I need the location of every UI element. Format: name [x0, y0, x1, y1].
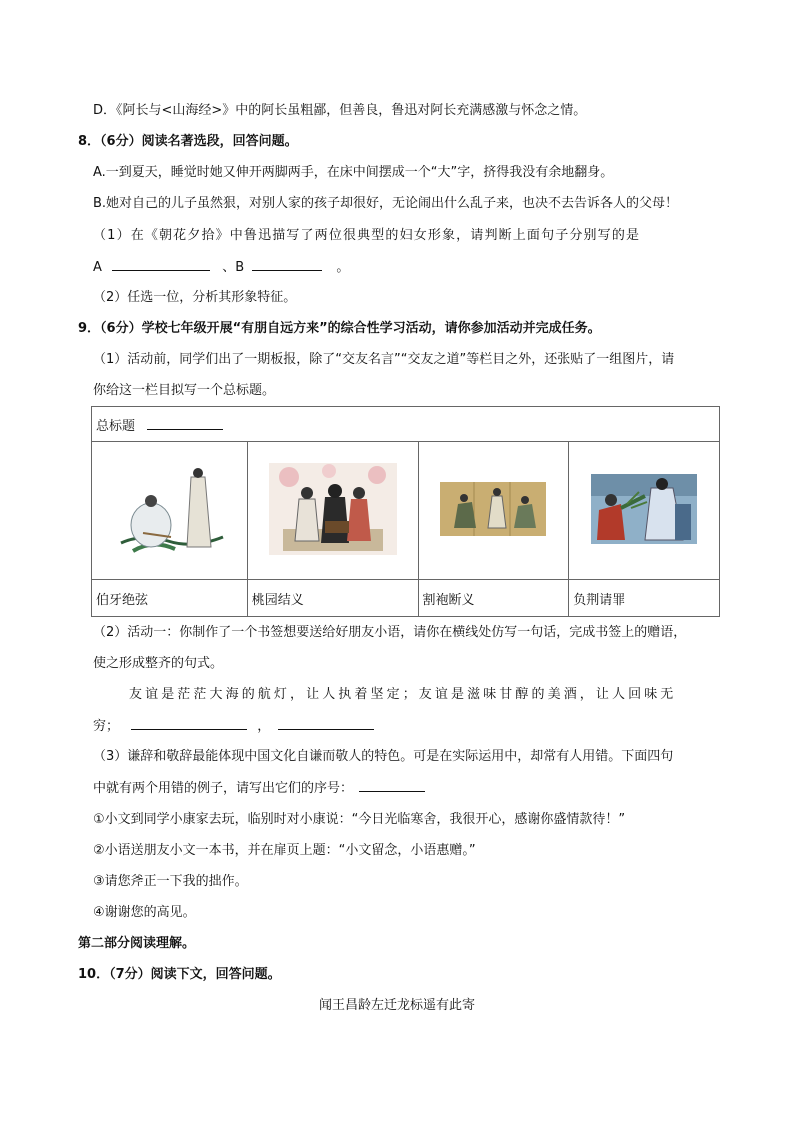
q8-answer-a-label: A — [93, 260, 102, 275]
part-two-heading: 第二部分阅读理解。 — [78, 936, 196, 951]
q9-sub1-line1: （1）活动前，同学们出了一期板报，除了“交友名言”“交友之道”等栏目之外，还张贴了一组图片，请 — [93, 352, 675, 367]
fujing-qingzui-picture — [591, 474, 697, 544]
q9-item-3: ③请您斧正一下我的拙作。 — [93, 874, 248, 889]
q9-sub3-line2: 中就有两个用错的例子，请写出它们的序号： — [93, 781, 354, 796]
q9-sub2-blank-1[interactable] — [131, 717, 247, 730]
q9-sub2-answer-row — [93, 717, 374, 736]
picture-cell-2 — [247, 442, 418, 580]
q9-sub2-line1: （2）活动一：你制作了一个书签想要送给好朋友小语，请你在横线处仿写一句话，完成书签上的赠语， — [93, 625, 687, 640]
q10-title: 10．（7分）阅读下文，回答问题。 — [78, 967, 281, 982]
q9-sub3-blank[interactable] — [359, 779, 425, 792]
q8-sub2: （2）任选一位，分析其形象特征。 — [93, 290, 297, 305]
gepao-duanyi-picture — [440, 482, 546, 536]
q9-sub1-line2: 你给这一栏目拟写一个总标题。 — [93, 383, 276, 398]
q8-sub1: （1）在《朝花夕拾》中鲁迅描写了两位很典型的妇女形象，请判断上面句子分别写的是 — [93, 228, 641, 243]
q8-answer-b-blank[interactable] — [252, 258, 322, 271]
q8-title: 8．（6分）阅读名著选段，回答问题。 — [78, 134, 298, 149]
q8-answer-period: 。 — [336, 260, 350, 275]
q10-poem-title: 闻王昌龄左迁龙标遥有此寄 — [318, 998, 475, 1013]
picture-cell-1 — [92, 442, 248, 580]
q9-sub2-comma: ， — [257, 719, 271, 734]
board-title-label: 总标题 — [96, 418, 136, 434]
q8-answer-a-blank[interactable] — [112, 258, 210, 271]
q8-sub1-answer-row — [93, 258, 349, 277]
q9-item-1: ①小文到同学小康家去玩，临别时对小康说：“今日光临寒舍，我很开心，感谢你盛情款待！” — [93, 812, 626, 827]
q7-option-d: D．《阿长与<山海经>》中的阿长虽粗鄙，但善良，鲁迅对阿长充满感激与怀念之情。 — [93, 103, 587, 118]
boya-juexian-picture — [113, 463, 225, 555]
picture-cell-3 — [418, 442, 569, 580]
q9-sub3-line2-row — [93, 779, 425, 798]
caption-3: 割袍断义 — [418, 580, 569, 617]
q9-sub2-blank-2[interactable] — [278, 717, 374, 730]
board-title-blank[interactable] — [147, 417, 223, 430]
blackboard-table — [91, 406, 720, 617]
caption-4: 负荆请罪 — [569, 580, 720, 617]
taoyuan-jieyi-picture — [269, 463, 397, 555]
q9-sub2-quote-end: 穷； — [93, 719, 120, 734]
caption-2: 桃园结义 — [247, 580, 418, 617]
board-title-row — [92, 407, 720, 442]
q9-sub3-line1: （3）谦辞和敬辞最能体现中国文化自谦而敬人的特色。可是在实际运用中，却常有人用错。下面四句 — [93, 749, 674, 764]
caption-1: 伯牙绝弦 — [92, 580, 248, 617]
q9-title: 9．（6分）学校七年级开展“有朋自远方来”的综合性学习活动，请你参加活动并完成任务。 — [78, 321, 601, 336]
q9-item-4: ④谢谢您的高见。 — [93, 905, 196, 920]
q9-sub2-quote: 友谊是茫茫大海的航灯，让人执着坚定；友谊是滋味甘醇的美酒，让人回味无 — [129, 687, 677, 702]
q9-sub2-line2: 使之形成整齐的句式。 — [93, 656, 224, 671]
q8-passage-b: B.她对自己的儿子虽然狠，对别人家的孩子却很好，无论闹出什么乱子来，也决不去告诉各人的父母！ — [93, 196, 679, 211]
q9-item-2: ②小语送朋友小文一本书，并在扉页上题：“小文留念，小语惠赠。” — [93, 843, 476, 858]
picture-cell-4 — [569, 442, 720, 580]
q8-answer-b-label: 、B — [222, 260, 245, 275]
q8-passage-a: A.一到夏天，睡觉时她又伸开两脚两手，在床中间摆成一个“大”字，挤得我没有余地翻身。 — [93, 165, 614, 180]
